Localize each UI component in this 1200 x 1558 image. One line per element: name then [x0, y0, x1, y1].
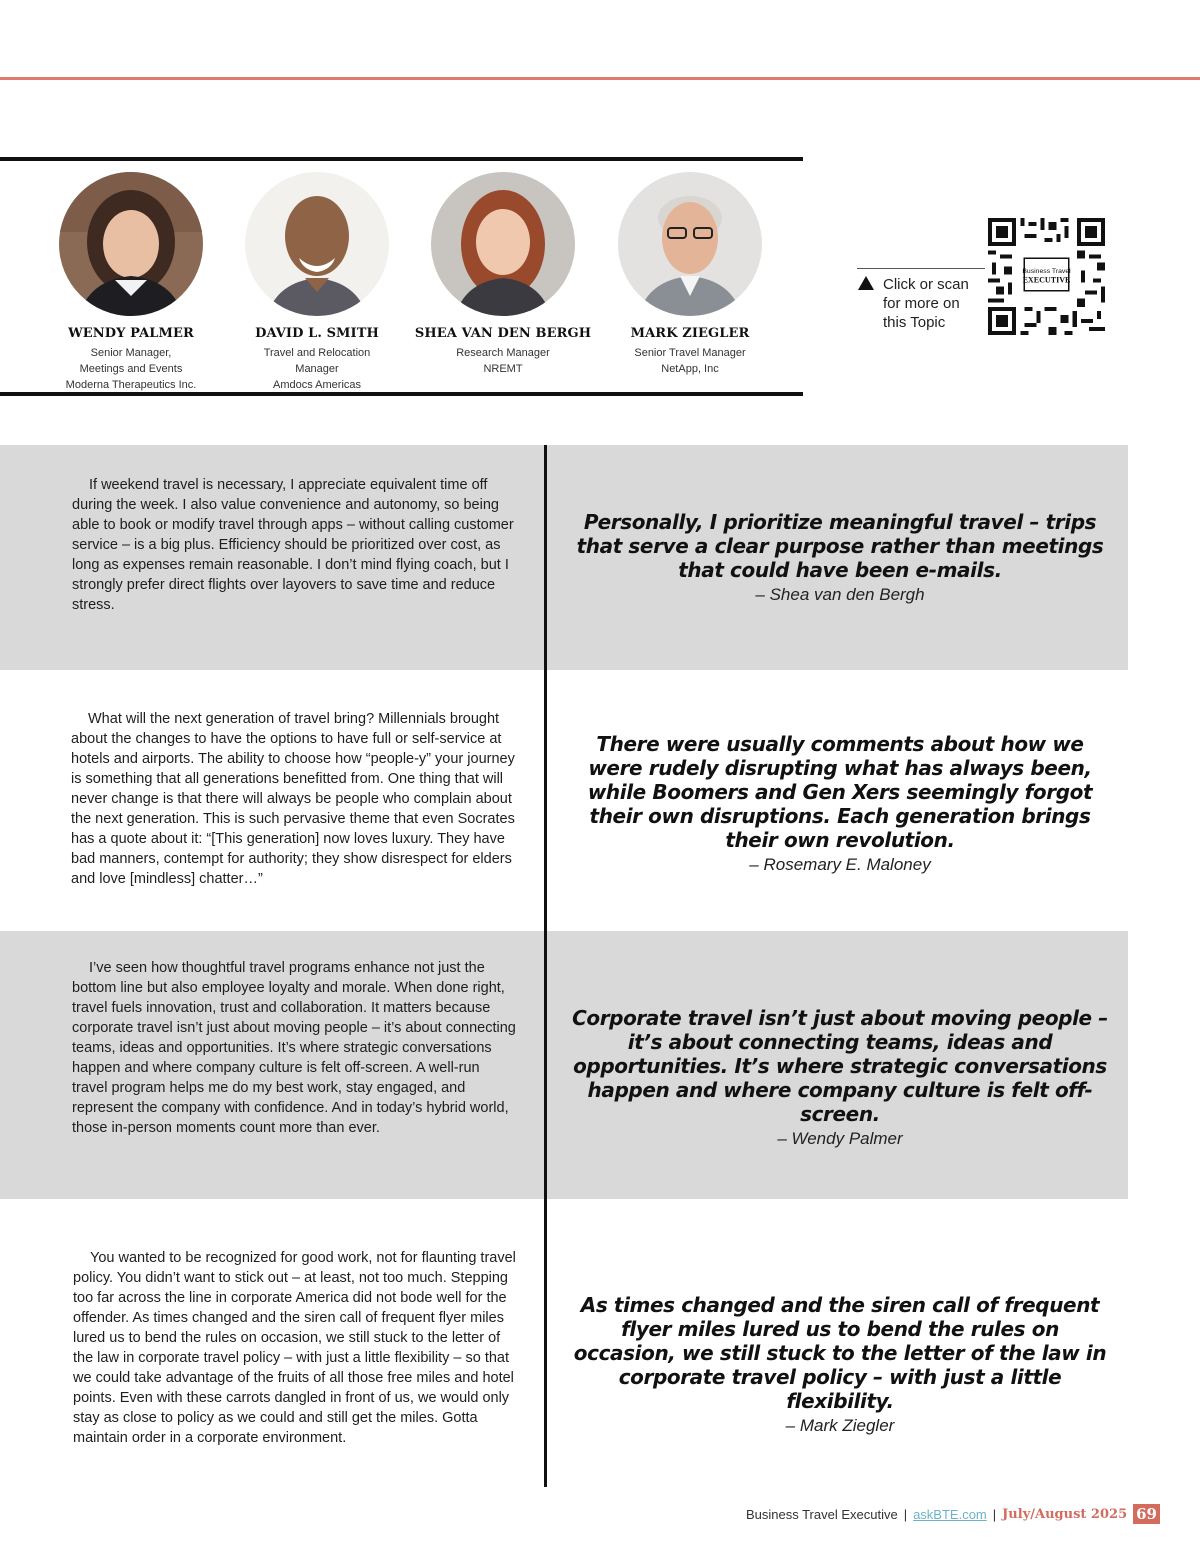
qr-logo-text: EXECUTIVE	[1022, 275, 1071, 285]
contributor-title: Travel and Relocation Manager Amdocs Americas	[263, 347, 371, 391]
qr-code-icon[interactable]	[988, 218, 1105, 335]
pull-quote	[570, 510, 1110, 606]
contributor-name: SHEA VAN DEN BERGH	[414, 326, 592, 341]
portrait-photo	[431, 172, 575, 316]
publication-name: Business Travel Executive	[745, 1506, 898, 1522]
quote-attribution: – Mark Ziegler	[785, 1416, 895, 1435]
column-divider	[544, 445, 547, 1487]
avatar	[59, 172, 203, 316]
quote-attribution: – Shea van den Bergh	[755, 585, 925, 604]
avatar	[245, 172, 389, 316]
body-text: You wanted to be recognized for good work, not for flaunting travel policy. You didn’t want to stick out – at least, not too much. Stepping too far across the line in corporate America did not bode well for the offender. As times changed and the siren call of frequent flyer miles lured us to bend the rules on occasion, we still stuck to the letter of the law in corporate travel policy – with just a little flexibility – so that we could take advantage of the fruits of all those free miles and hotel points. Even with these carrots dangled in front of us, we would only stay as close to policy as we could and still get the miles. Gotta maintain order in a corporate environment.	[73, 1250, 516, 1446]
body-text: If weekend travel is necessary, I appreciate equivalent time off during the week. I also value convenience and autonomy, so being able to book or modify travel through apps – without calling customer service – is a big plus. Efficiency should be prioritized over cost, as long as expenses remain reasonable. I don’t mind flying coach, but I strongly prefer direct flights over layovers to save time and reduce stress.	[72, 477, 514, 613]
qr-caption: Click or scan for more on this Topic	[883, 276, 969, 331]
contributor-mark-ziegler	[590, 172, 790, 377]
quote-text: There were usually comments about how we were rudely disrupting what has always been, while Boomers and Gen Xers seemingly forgot their own disruptions. Each generation brings their own revolution.	[587, 732, 1093, 852]
page-number: 69	[1133, 1504, 1160, 1524]
contributor-title: Senior Manager, Meetings and Events Moderna Therapeutics Inc.	[65, 347, 197, 391]
footer-separator: |	[992, 1506, 997, 1522]
quote-attribution: – Rosemary E. Maloney	[749, 855, 931, 874]
contributor-name: WENDY PALMER	[68, 326, 194, 341]
qr-callout-line	[857, 268, 985, 269]
quote-text: Personally, I prioritize meaningful travel – trips that serve a clear purpose rather than meetings that could have been e-mails.	[576, 510, 1104, 582]
avatar	[431, 172, 575, 316]
contributor-title: Research Manager NREMT	[456, 347, 550, 375]
avatar	[618, 172, 762, 316]
pull-quote	[570, 1006, 1110, 1150]
content-row-2	[0, 670, 1128, 931]
website-link[interactable]: askBTE.com	[913, 1506, 987, 1522]
contributors-bottom-rule	[0, 392, 803, 396]
content-row-4	[0, 1199, 1128, 1489]
contributor-title: Senior Travel Manager NetApp, Inc	[634, 347, 746, 375]
portrait-photo	[59, 172, 203, 316]
page-footer	[746, 1502, 1160, 1526]
top-accent-rule	[0, 77, 1200, 80]
quote-text: As times changed and the siren call of frequent flyer miles lured us to bend the rules on occasion, we still stuck to the letter of the law in corporate travel policy – with just a little flexibility.	[573, 1293, 1107, 1413]
body-text: I’ve seen how thoughtful travel programs enhance not just the bottom line but also employee loyalty and morale. When done right, travel fuels innovation, trust and collaboration. It matters because corporate travel isn’t just about moving people – it’s about connecting teams, ideas and opportunities. It’s where strategic conversations happen and where company culture is felt off-screen. A well-run travel program helps me do my best work, stay engaged, and represent the company with confidence. And in today’s hybrid world, those in-person moments count more than ever.	[72, 960, 516, 1136]
content-row-3	[0, 931, 1128, 1199]
footer-separator: |	[903, 1506, 908, 1522]
issue-date: July/August 2025	[1002, 1506, 1128, 1522]
qr-logo-text: Business Travel	[1022, 267, 1071, 275]
contributor-shea-van-den-bergh	[403, 172, 603, 377]
portrait-photo	[245, 172, 389, 316]
qr-call-to-action[interactable]	[855, 218, 1115, 338]
contributor-name: MARK ZIEGLER	[630, 326, 750, 341]
pull-quote	[570, 1293, 1110, 1437]
portrait-photo	[618, 172, 762, 316]
pull-quote	[570, 732, 1110, 876]
body-text: What will the next generation of travel bring? Millennials brought about the changes to have the options to have full or self-service at hotels and airports. The ability to choose how “people-y” your journey is something that all generations benefitted from. One thing that will never change is that there will always be people who complain about the next generation. This is such pervasive theme that even Socrates has a quote about it: “[This generation] now loves luxury. They have bad manners, contempt for authority; they show disrespect for elders and love [mindless] chatter…”	[71, 711, 515, 887]
content-row-1	[0, 445, 1128, 670]
contributor-wendy-palmer	[31, 172, 231, 393]
contributors-top-rule	[0, 157, 803, 161]
triangle-up-icon	[858, 276, 874, 290]
contributor-name: DAVID L. SMITH	[255, 326, 379, 341]
contributor-david-l-smith	[217, 172, 417, 393]
quote-text: Corporate travel isn’t just about moving people – it’s about connecting teams, ideas and opportunities. It’s where strategic conversations happen and where company culture is felt off-screen.	[572, 1006, 1108, 1126]
quote-attribution: – Wendy Palmer	[777, 1129, 903, 1148]
